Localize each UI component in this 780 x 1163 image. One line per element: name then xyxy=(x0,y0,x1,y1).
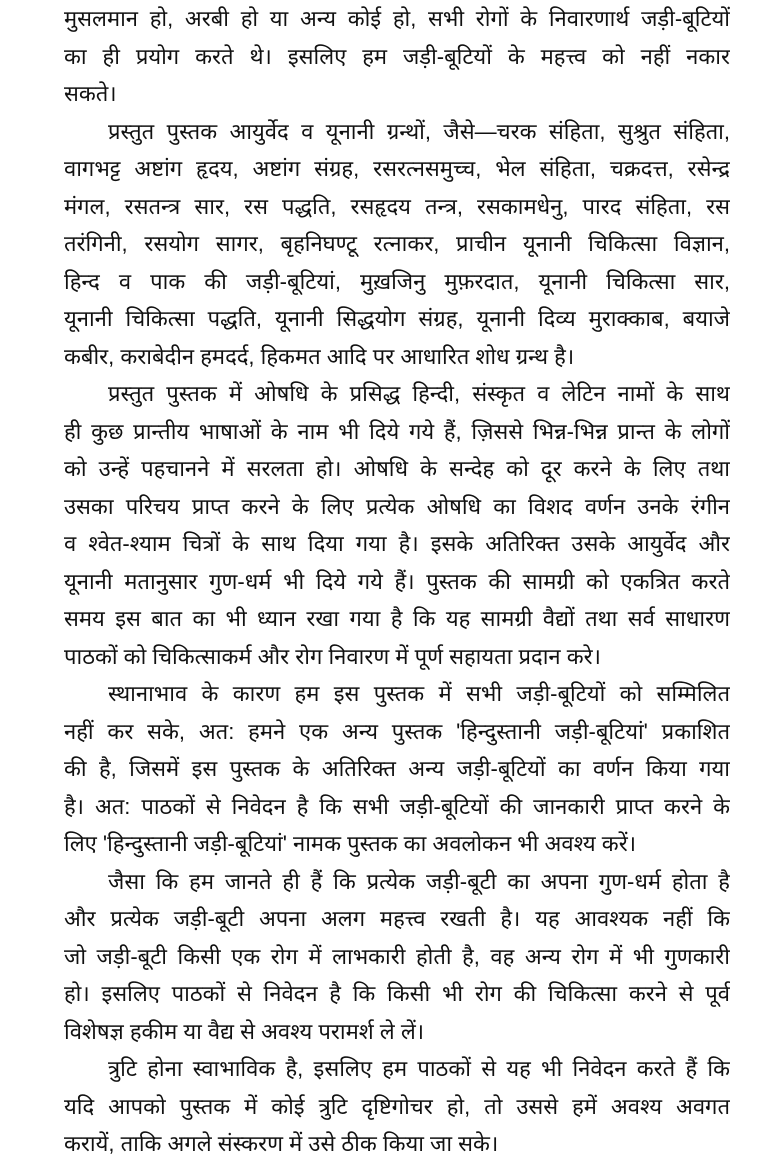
text-line: ही कुछ प्रान्तीय भाषाओं के नाम भी दिये गये हैं, ज़िससे भिन्न-भिन्न प्रान्त के लोगों xyxy=(64,418,730,444)
text-line: समय इस बात का भी ध्यान रखा गया है कि यह सामग्री वैद्यों तथा सर्व साधारण xyxy=(64,606,730,631)
text-line: हिन्द व पाक की जड़ी-बूटियां, मुख़जिनु मुफ़रदात, यूनानी चिकित्सा सार, xyxy=(64,268,730,294)
text-line: पाठकों को चिकित्साकर्म और रोग निवारण में पूर्ण सहायता प्रदान करे। xyxy=(64,643,601,669)
text-line: व श्वेत-श्याम चित्रों के साथ दिया गया है। इसके अतिरिक्त उसके आयुर्वेद और xyxy=(64,531,730,556)
text-line: प्रस्तुत पुस्तक आयुर्वेद व यूनानी ग्रन्थों, जैसे—चरक संहिता, सुश्रुत संहिता, xyxy=(108,118,730,144)
text-line: जो जड़ी-बूटी किसी एक रोग में लाभकारी होती है, वह अन्य रोग में भी गुणकारी xyxy=(64,943,730,969)
paragraph xyxy=(64,675,730,863)
text-line: करायें, ताकि अगले संस्करण में उसे ठीक किया जा सके। xyxy=(64,1131,499,1156)
text-line: उसका परिचय प्राप्त करने के लिए प्रत्येक ओषधि का विशद वर्णन उनके रंगीन xyxy=(64,493,730,519)
text-line: और प्रत्येक जड़ी-बूटी अपना अलग महत्त्व रखती है। यह आवश्यक नहीं कि xyxy=(64,906,730,931)
text-line: विशेषज्ञ हकीम या वैद्य से अवश्य परामर्श ले लें। xyxy=(64,1018,425,1044)
text-line: प्रस्तुत पुस्तक में ओषधि के प्रसिद्ध हिन्दी, संस्कृत व लेटिन नामों के साथ xyxy=(108,381,730,406)
paragraph xyxy=(64,1050,730,1163)
text-line: नहीं कर सके, अत: हमने एक अन्य पुस्तक 'हिन्दुस्तानी जड़ी-बूटियां' प्रकाशित xyxy=(64,718,730,744)
text-line: मुसलमान हो, अरबी हो या अन्य कोई हो, सभी रोगों के निवारणार्थ जड़ी-बूटियों xyxy=(64,6,730,31)
paragraph xyxy=(64,375,730,675)
text-line: का ही प्रयोग करते थे। इसलिए हम जड़ी-बूटियों के महत्त्व को नहीं नकार xyxy=(64,43,730,69)
text-line: कबीर, कराबेदीन हमदर्द, हिकमत आदि पर आधारित शोध ग्रन्थ है। xyxy=(64,343,575,369)
text-line: स्थानाभाव के कारण हम इस पुस्तक में सभी जड़ी-बूटियों को सम्मिलित xyxy=(108,681,730,706)
paragraph xyxy=(64,863,730,1051)
text-line: मंगल, रसतन्त्र सार, रस पद्धति, रसहृदय तन्त्र, रसकामधेनु, पारद संहिता, रस xyxy=(64,193,730,219)
document-page xyxy=(64,0,730,1163)
text-line: है। अत: पाठकों से निवेदन है कि सभी जड़ी-बूटियों की जानकारी प्राप्त करने के xyxy=(64,793,730,819)
text-line: को उन्हें पहचानने में सरलता हो। ओषधि के सन्देह को दूर करने के लिए तथा xyxy=(64,456,730,481)
text-line: वागभट्ट अष्टांग हृदय, अष्टांग संग्रह, रसरत्नसमुच्च, भेल संहिता, चक्रदत्त, रसेन्द्र xyxy=(64,156,730,181)
text-line: तरंगिनी, रसयोग सागर, बृहनिघण्टू रत्नाकर, प्राचीन यूनानी चिकित्सा विज्ञान, xyxy=(64,231,730,256)
paragraph xyxy=(64,0,730,113)
text-line: यूनानी चिकित्सा पद्धति, यूनानी सिद्धयोग संग्रह, यूनानी दिव्य मुराक्काब, बयाजे xyxy=(64,306,730,331)
paragraph xyxy=(64,113,730,376)
text-line: जैसा कि हम जानते ही हैं कि प्रत्येक जड़ी-बूटी का अपना गुण-धर्म होता है xyxy=(108,868,730,894)
text-line: यूनानी मतानुसार गुण-धर्म भी दिये गये हैं। पुस्तक की सामग्री को एकत्रित करते xyxy=(64,568,730,594)
text-line: सकते। xyxy=(64,81,117,106)
text-line: की है, जिसमें इस पुस्तक के अतिरिक्त अन्य जड़ी-बूटियों का वर्णन किया गया xyxy=(64,756,730,781)
text-line: यदि आपको पुस्तक में कोई त्रुटि दृष्टिगोचर हो, तो उससे हमें अवश्य अवगत xyxy=(64,1093,730,1119)
text-line: हो। इसलिए पाठकों से निवेदन है कि किसी भी रोग की चिकित्सा करने से पूर्व xyxy=(64,981,730,1006)
text-line: त्रुटि होना स्वाभाविक है, इसलिए हम पाठकों से यह भी निवेदन करते हैं कि xyxy=(108,1056,730,1081)
text-line: लिए 'हिन्दुस्तानी जड़ी-बूटियां' नामक पुस्तक का अवलोकन भी अवश्य करें। xyxy=(64,831,637,856)
